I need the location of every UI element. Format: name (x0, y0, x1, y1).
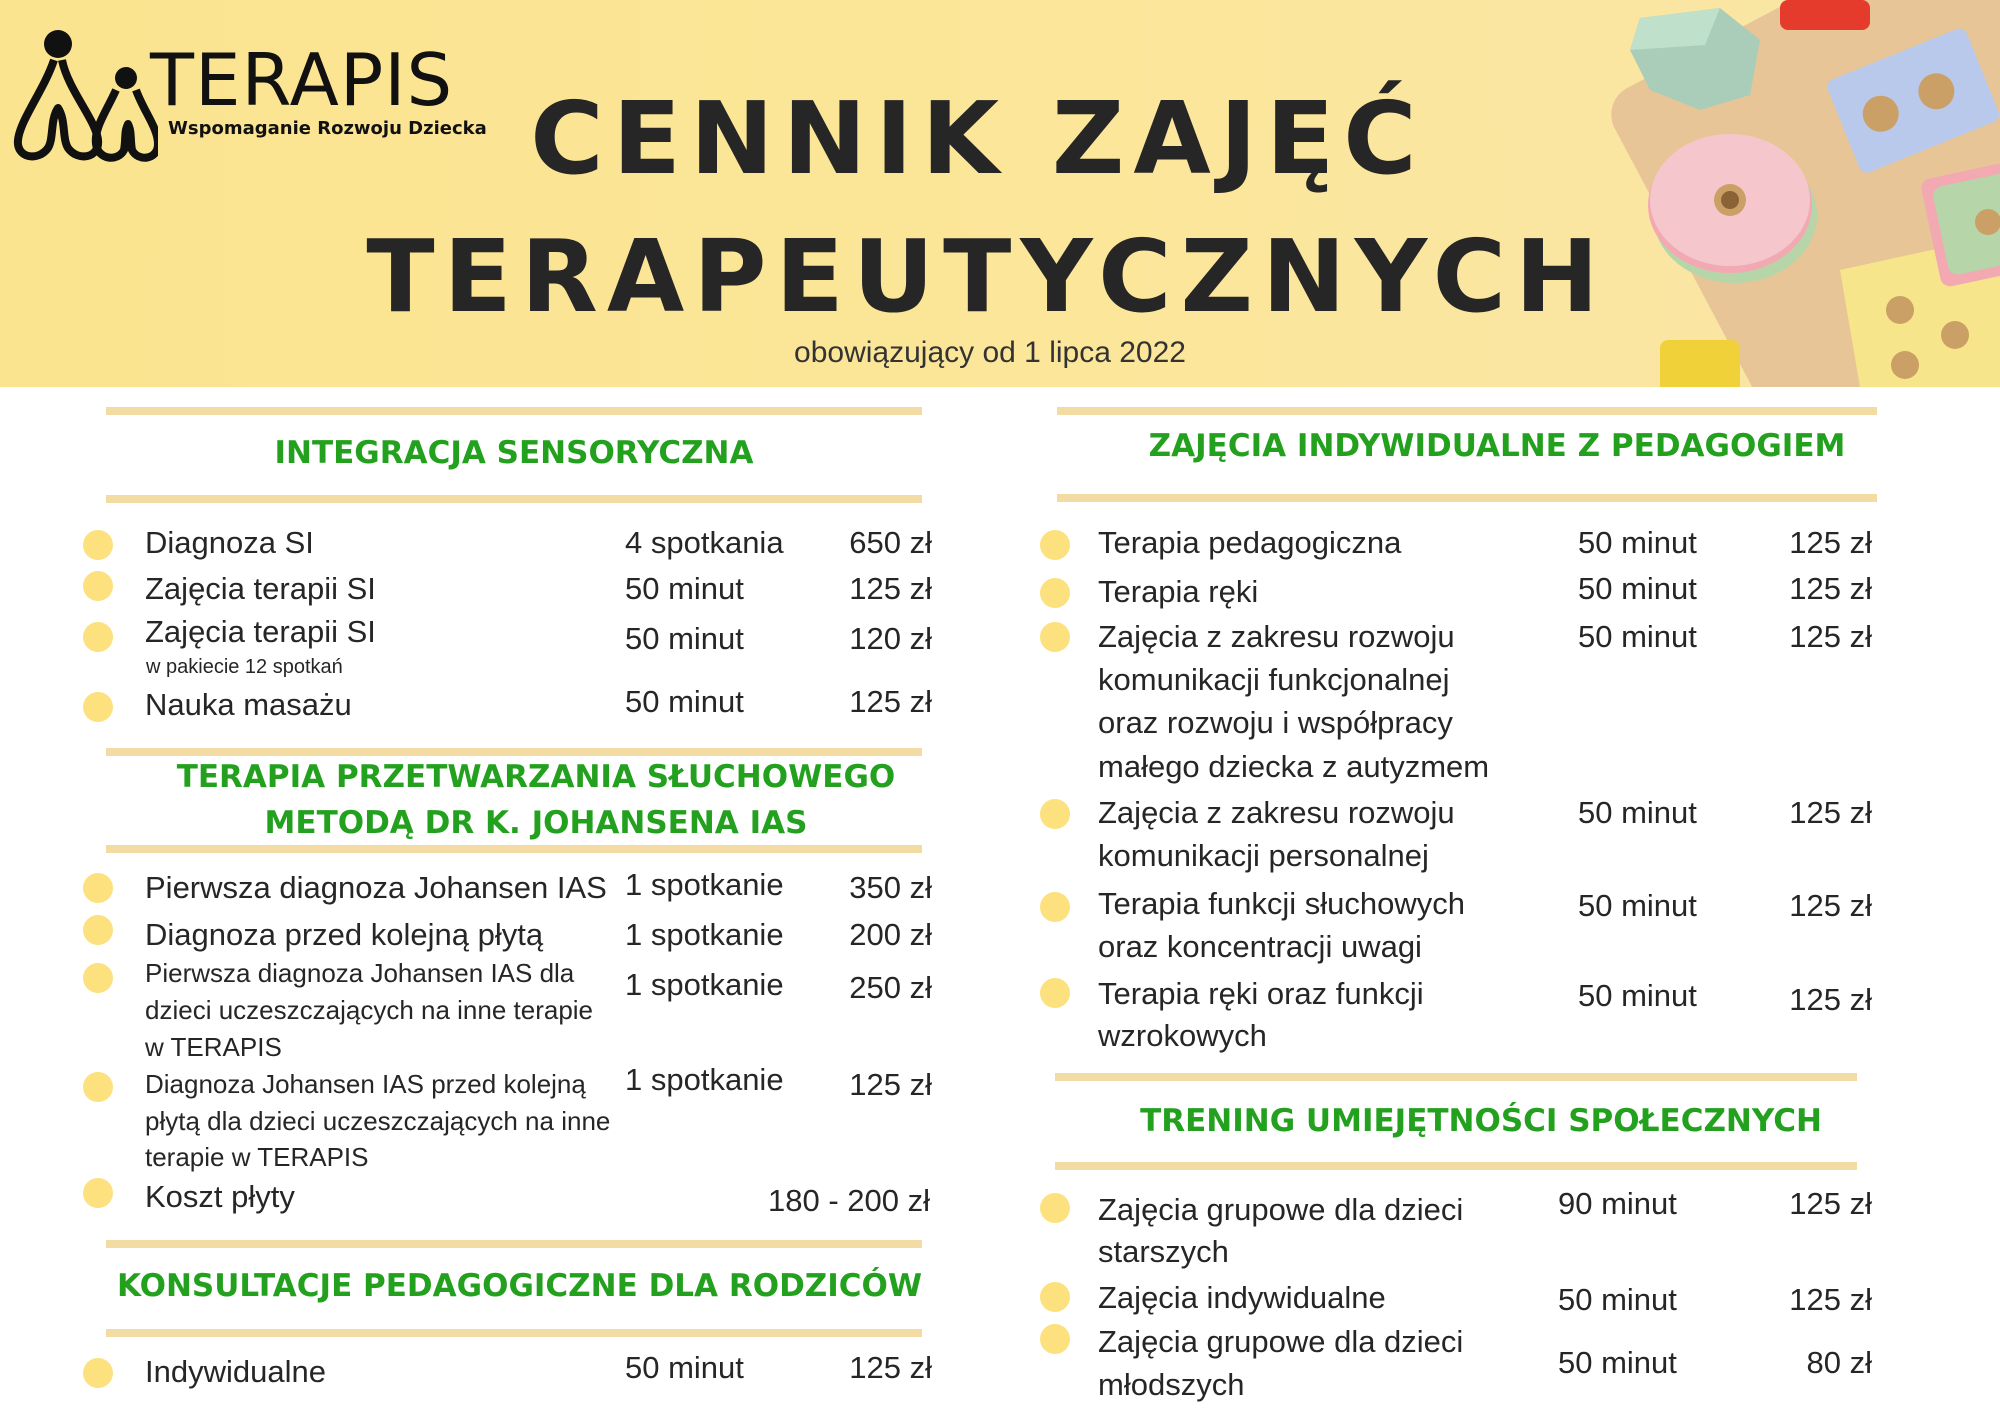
service-name: Diagnoza przed kolejną płytą (145, 917, 544, 952)
section-title-line: TERAPIA PRZETWARZANIA SŁUCHOWEGO (176, 759, 896, 795)
service-name: Zajęcia terapii SI (145, 614, 376, 649)
wooden-toys-decoration (1600, 0, 2000, 387)
page-title-line-2: TERAPEUTYCZNYCH (366, 218, 1608, 335)
service-name-line: Zajęcia grupowe dla dzieci (1098, 1192, 1464, 1227)
page-title-line-1: CENNIK ZAJĘĆ (530, 80, 1426, 197)
bullet-icon (83, 530, 113, 560)
service-duration: 50 minut (625, 571, 744, 606)
service-price: 125 zł (849, 571, 932, 606)
section-title-tus: TRENING UMIEJĘTNOŚCI SPOŁECZNYCH (1140, 1103, 1822, 1139)
service-duration: 50 minut (1578, 978, 1697, 1013)
service-name-line: oraz rozwoju i współpracy (1098, 705, 1453, 740)
service-name: Indywidualne (145, 1354, 326, 1389)
bullet-icon (83, 692, 113, 722)
divider (1055, 1073, 1857, 1081)
service-name: Zajęcia terapii SI (145, 571, 376, 606)
bullet-icon (83, 963, 113, 993)
bullet-icon (1040, 578, 1070, 608)
service-name: Diagnoza SI (145, 525, 314, 560)
service-name-line: wzrokowych (1098, 1018, 1267, 1053)
service-duration: 50 minut (1578, 571, 1697, 606)
bullet-icon (1040, 622, 1070, 652)
section-title-line: METODĄ DR K. JOHANSENA IAS (264, 805, 808, 841)
service-price: 650 zł (849, 525, 932, 560)
service-price: 125 zł (1789, 795, 1872, 830)
service-name: Nauka masażu (145, 687, 352, 722)
service-name-line: w TERAPIS (145, 1032, 282, 1062)
service-name-line: Pierwsza diagnoza Johansen IAS dla (145, 958, 575, 988)
divider (106, 1240, 922, 1248)
service-price: 120 zł (849, 621, 932, 656)
divider (1057, 494, 1877, 502)
divider (1055, 1162, 1857, 1170)
service-name-line: starszych (1098, 1234, 1229, 1269)
service-name-line: komunikacji personalnej (1098, 838, 1429, 873)
service-duration: 1 spotkanie (625, 967, 784, 1002)
red-block-shape (1780, 0, 1870, 30)
divider (1057, 407, 1877, 415)
service-name: Pierwsza diagnoza Johansen IAS (145, 870, 607, 905)
service-name-line: oraz koncentracji uwagi (1098, 929, 1422, 964)
bullet-icon (83, 622, 113, 652)
section-title-konsultacje: KONSULTACJE PEDAGOGICZNE DLA RODZICÓW (117, 1268, 923, 1304)
service-duration: 50 minut (1578, 888, 1697, 923)
service-price: 125 zł (1789, 571, 1872, 606)
service-name-line: Zajęcia z zakresu rozwoju (1098, 795, 1455, 830)
service-duration: 50 minut (1578, 795, 1697, 830)
bullet-icon (1040, 1324, 1070, 1354)
bullet-icon (1040, 1282, 1070, 1312)
service-price: 180 - 200 zł (768, 1183, 930, 1218)
bullet-icon (83, 1178, 113, 1208)
service-price: 80 zł (1806, 1345, 1872, 1380)
service-price: 250 zł (849, 970, 932, 1005)
service-duration: 50 minut (625, 621, 744, 656)
service-duration: 1 spotkanie (625, 917, 784, 952)
service-price: 125 zł (1789, 619, 1872, 654)
service-name-line: płytą dla dzieci uczeszczających na inne (145, 1106, 611, 1136)
service-price: 125 zł (1789, 1186, 1872, 1221)
service-name: Terapia ręki (1098, 574, 1259, 609)
service-name-line: Zajęcia grupowe dla dzieci (1098, 1324, 1464, 1359)
service-note: w pakiecie 12 spotkań (146, 656, 343, 678)
bullet-icon (83, 873, 113, 903)
service-name-line: dzieci uczeszczających na inne terapie (145, 995, 594, 1025)
bullet-icon (1040, 799, 1070, 829)
section-title-ias (106, 754, 966, 846)
service-duration: 50 minut (1558, 1345, 1677, 1380)
bullet-icon (83, 571, 113, 601)
bullet-icon (1040, 1193, 1070, 1223)
service-duration: 50 minut (1578, 525, 1697, 560)
page-subtitle: obowiązujący od 1 lipca 2022 (794, 336, 1186, 369)
bullet-icon (1040, 530, 1070, 560)
service-price: 125 zł (849, 1067, 932, 1102)
service-duration: 50 minut (625, 684, 744, 719)
service-price: 125 zł (849, 684, 932, 719)
bullet-icon (1040, 978, 1070, 1008)
service-name-line: małego dziecka z autyzmem (1098, 749, 1490, 784)
service-duration: 1 spotkanie (625, 1062, 784, 1097)
service-duration: 4 spotkania (625, 525, 784, 560)
service-name: Terapia pedagogiczna (1098, 525, 1402, 560)
logo-subtitle: Wspomaganie Rozwoju Dziecka (168, 118, 487, 139)
service-name-line: komunikacji funkcjonalnej (1098, 662, 1450, 697)
service-name-line: młodszych (1098, 1367, 1245, 1402)
bullet-icon (83, 915, 113, 945)
service-name-line: terapie w TERAPIS (145, 1142, 369, 1172)
service-price: 350 zł (849, 870, 932, 905)
header-banner (0, 0, 2000, 387)
service-name-line: Diagnoza Johansen IAS przed kolejną (145, 1069, 586, 1099)
service-price: 125 zł (1789, 888, 1872, 923)
service-duration: 50 minut (625, 1350, 744, 1385)
service-duration: 50 minut (1558, 1282, 1677, 1317)
service-price: 125 zł (1789, 1282, 1872, 1317)
yellow-cube-shape (1660, 340, 1740, 387)
service-price: 125 zł (1789, 982, 1872, 1017)
service-name-line: Zajęcia z zakresu rozwoju (1098, 619, 1455, 654)
divider (106, 1329, 922, 1337)
service-name: Koszt płyty (145, 1179, 295, 1214)
service-name: Zajęcia indywidualne (1098, 1280, 1386, 1315)
divider (106, 845, 922, 853)
service-price: 200 zł (849, 917, 932, 952)
service-name-line: Terapia ręki oraz funkcji (1098, 976, 1424, 1011)
divider (106, 407, 922, 415)
section-title-pedagog: ZAJĘCIA INDYWIDUALNE Z PEDAGOGIEM (1148, 428, 1846, 464)
service-name-line: Terapia funkcji słuchowych (1098, 886, 1466, 921)
service-duration: 50 minut (1578, 619, 1697, 654)
bullet-icon (1040, 892, 1070, 922)
service-price: 125 zł (849, 1350, 932, 1385)
logo-name: TERAPIS (150, 38, 454, 122)
bullet-icon (83, 1358, 113, 1388)
divider (106, 495, 922, 503)
service-price: 125 zł (1789, 525, 1872, 560)
section-title-si: INTEGRACJA SENSORYCZNA (274, 435, 754, 471)
service-duration: 90 minut (1558, 1186, 1677, 1221)
bullet-icon (83, 1072, 113, 1102)
service-duration: 1 spotkanie (625, 867, 784, 902)
